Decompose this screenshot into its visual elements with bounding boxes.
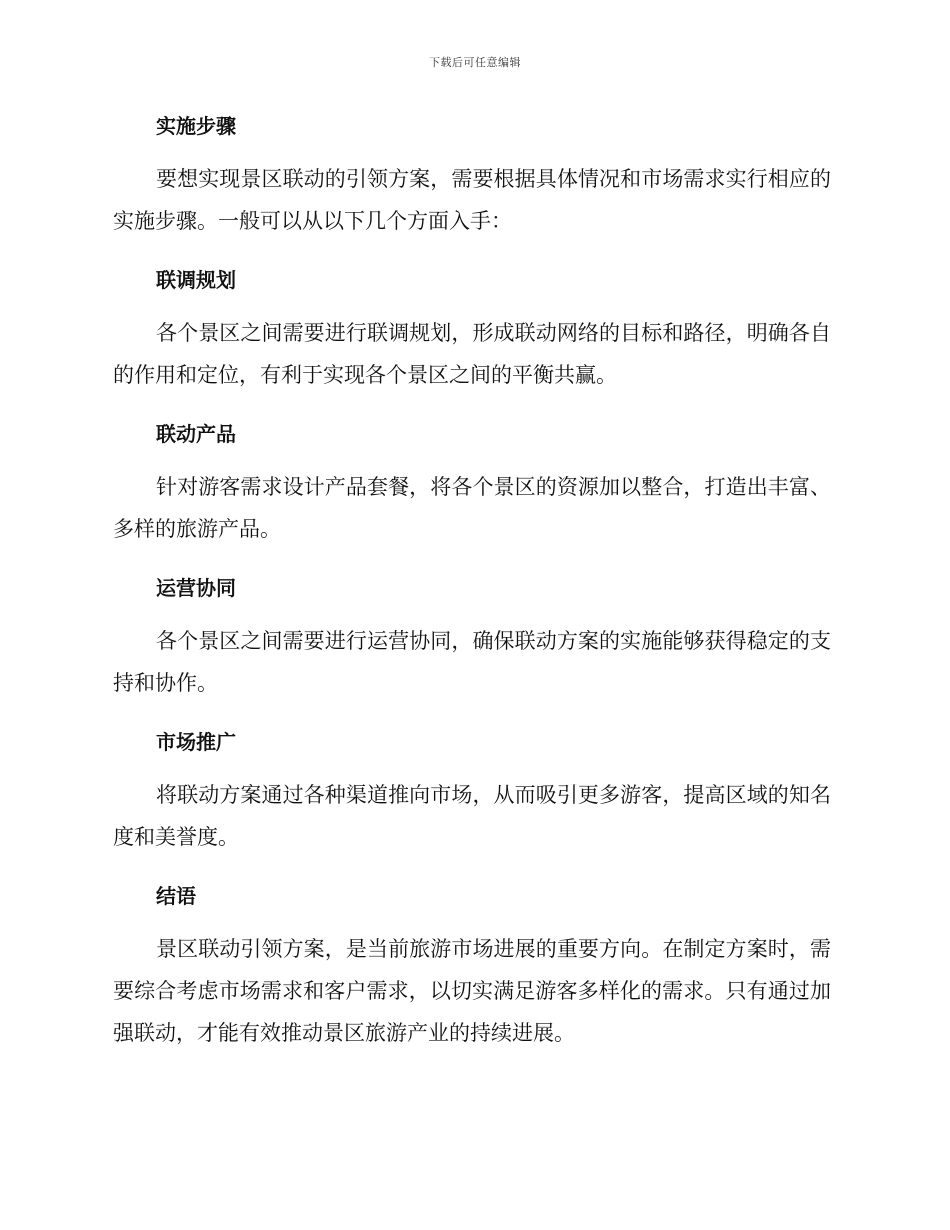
section-paragraph-operation-coordination: 各个景区之间需要进行运营协同，确保联动方案的实施能够获得稳定的支持和协作。 [113,629,831,695]
section-heading-implementation-steps: 实施步骤 [156,114,236,138]
section-paragraph-joint-planning: 各个景区之间需要进行联调规划，形成联动网络的目标和路径，明确各自的作用和定位，有利于实现各个景区之间的平衡共赢。 [113,321,831,387]
section-heading-operation-coordination: 运营协同 [156,576,236,600]
page-header-note: 下载后可任意编辑 [429,56,521,69]
section-paragraph-market-promotion: 将联动方案通过各种渠道推向市场，从而吸引更多游客，提高区域的知名度和美誉度。 [113,783,831,849]
section-paragraph-linked-products: 针对游客需求设计产品套餐，将各个景区的资源加以整合，打造出丰富、多样的旅游产品。 [113,475,831,541]
section-heading-market-promotion: 市场推广 [156,730,236,754]
document-body [113,106,831,1072]
section-heading-conclusion: 结语 [156,884,196,908]
section-paragraph-implementation-steps: 要想实现景区联动的引领方案，需要根据具体情况和市场需求实行相应的实施步骤。一般可以从以下几个方面入手： [113,167,831,233]
section-heading-joint-planning: 联调规划 [156,268,236,292]
section-paragraph-conclusion: 景区联动引领方案，是当前旅游市场进展的重要方向。在制定方案时，需要综合考虑市场需求和客户需求，以切实满足游客多样化的需求。只有通过加强联动，才能有效推动景区旅游产业的持续进展。 [113,937,831,1045]
section-heading-linked-products: 联动产品 [156,422,236,446]
